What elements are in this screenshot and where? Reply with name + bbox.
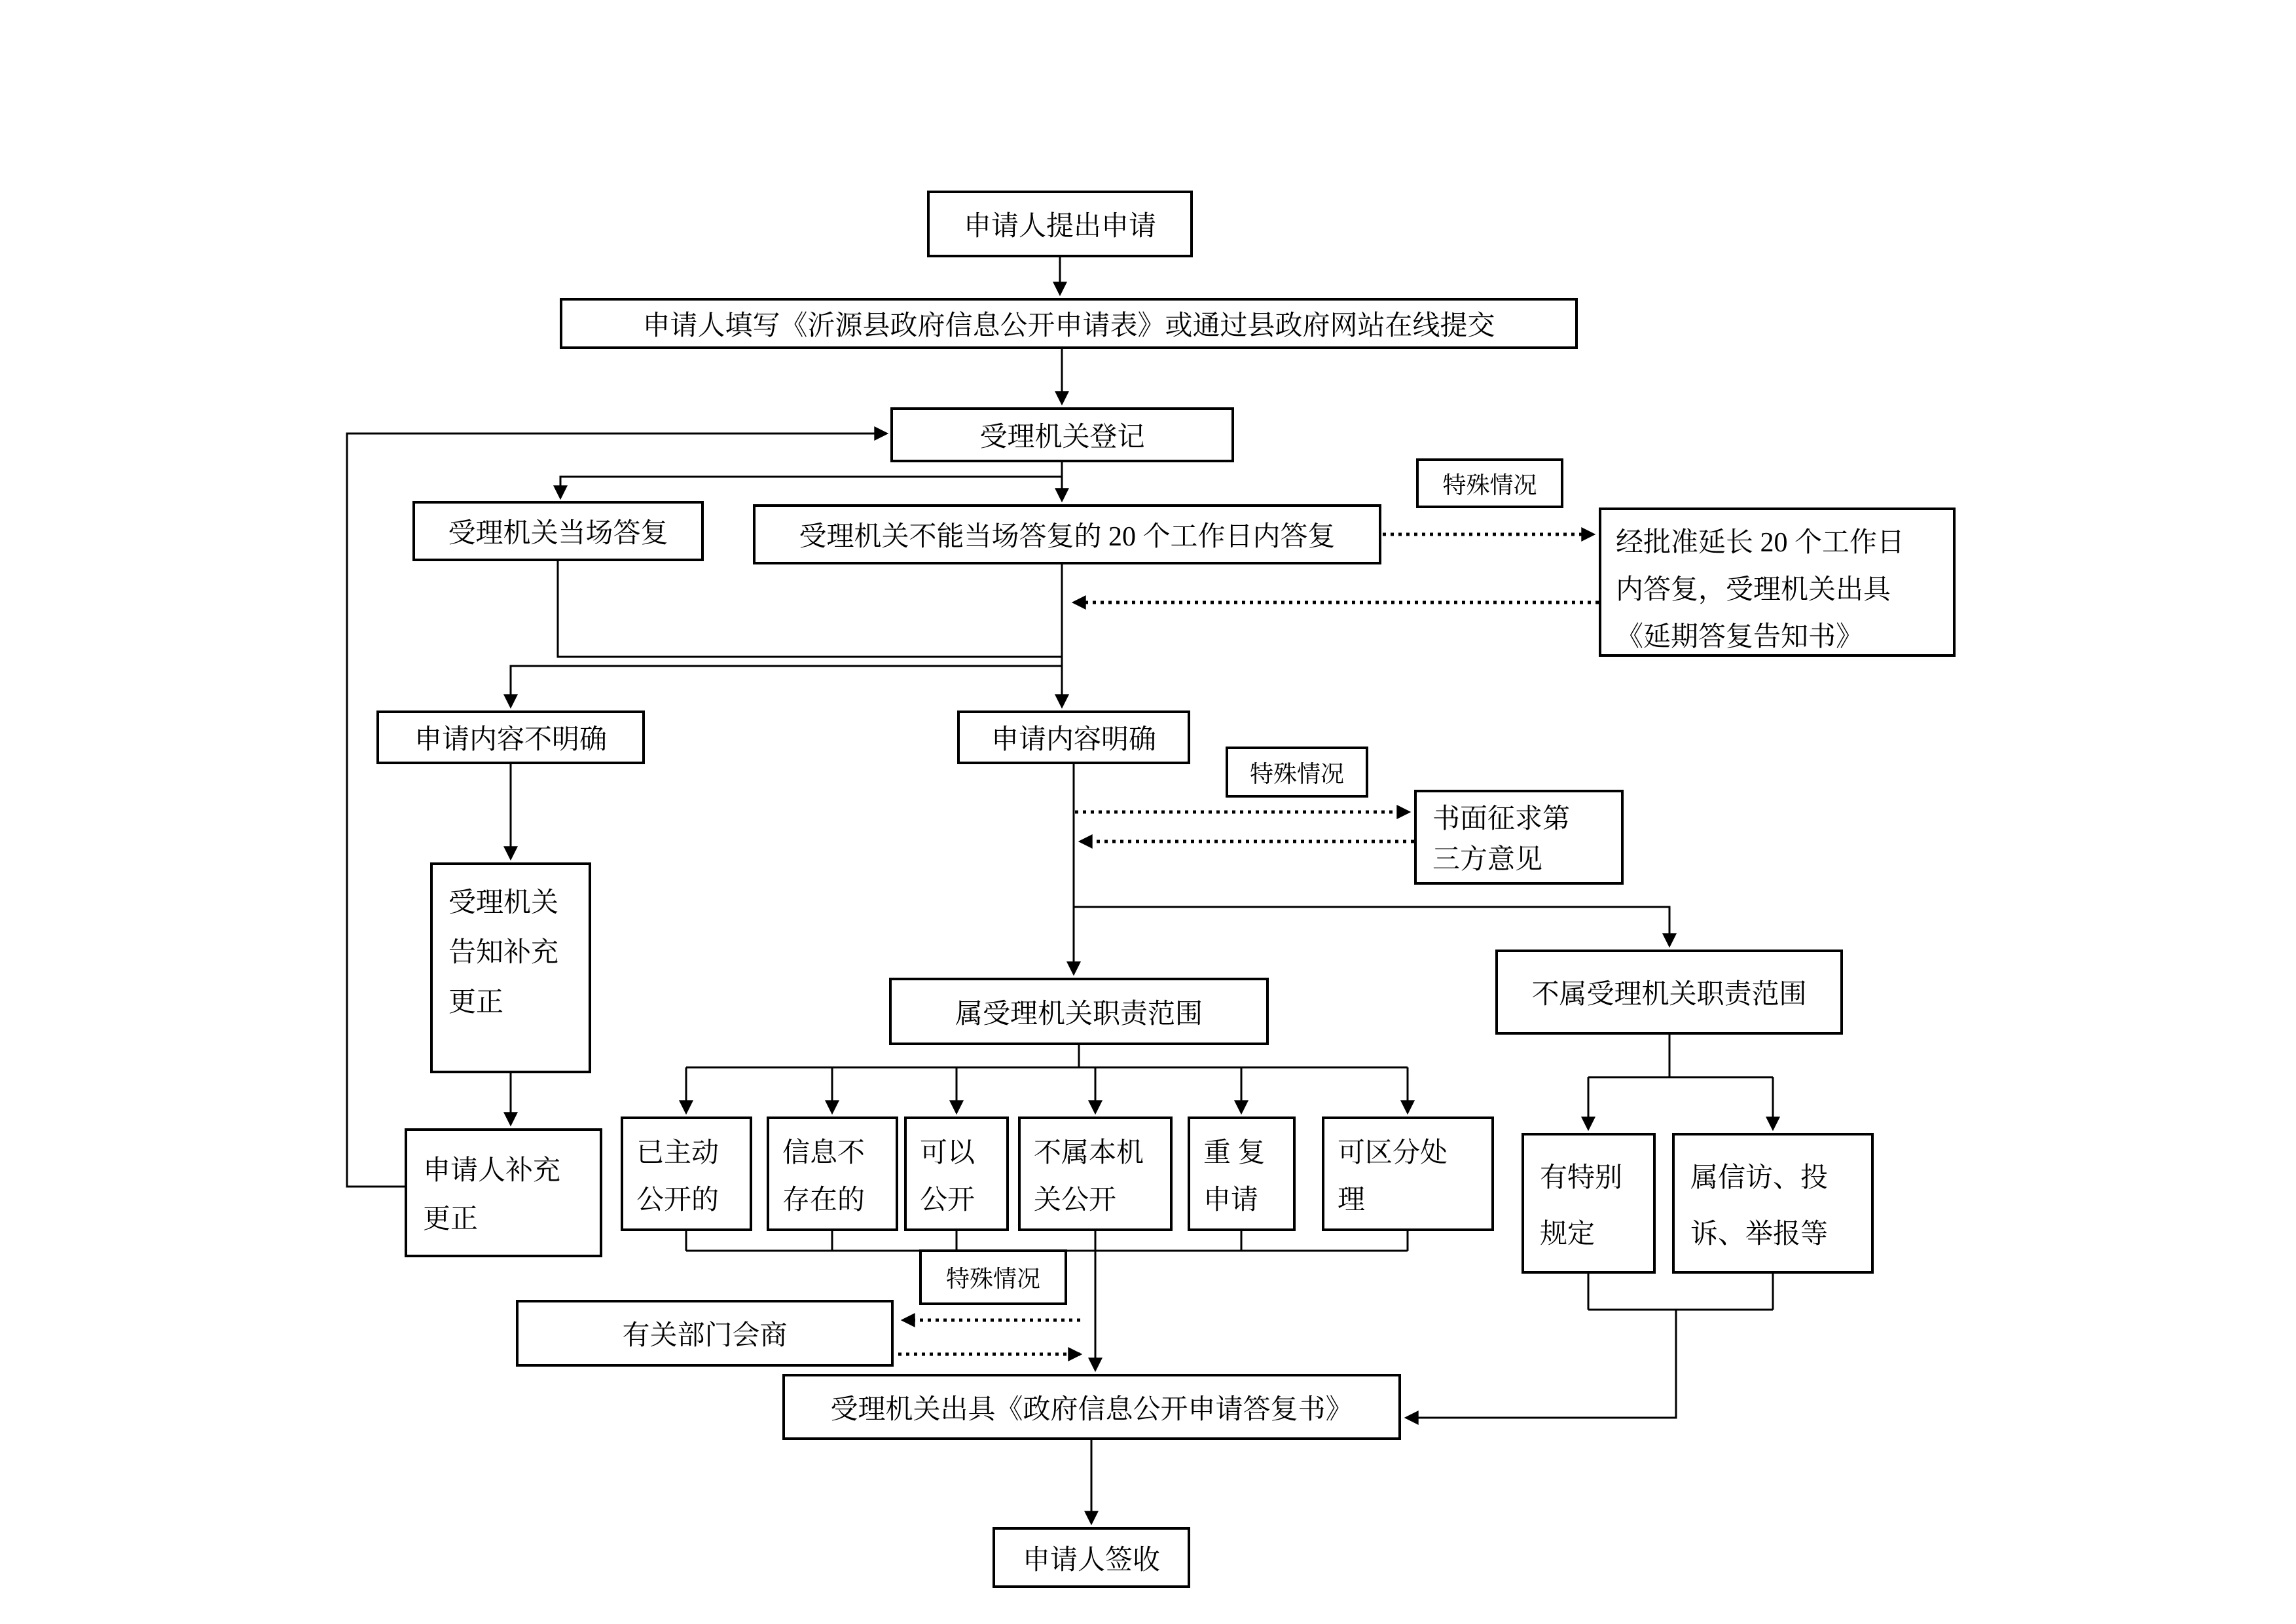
node-applicant-supplement-line1: 申请人补充 [423, 1156, 561, 1186]
node-petition-complaint [1672, 1133, 1874, 1274]
node-third-party-opinion [1414, 790, 1624, 885]
node-special-case-3 [919, 1249, 1067, 1305]
node-repeat-apply-line2: 申请 [1203, 1185, 1259, 1215]
node-reply-within-20days-label: 受理机关不能当场答复的 20 个工作日内答复 [799, 522, 1336, 552]
node-fill-application-form [560, 298, 1578, 349]
node-out-of-scope-label: 不属受理机关职责范围 [1531, 980, 1807, 1010]
node-third-party-opinion-line2: 三方意见 [1432, 845, 1543, 875]
node-notify-supplement-line3: 更正 [448, 987, 504, 1018]
node-other-org-public [1018, 1116, 1173, 1231]
node-content-clear-label: 申请内容明确 [991, 725, 1156, 755]
node-petition-complaint-line2: 诉、举报等 [1690, 1219, 1829, 1249]
node-in-scope [889, 978, 1269, 1045]
node-applicant-supplement-line2: 更正 [423, 1204, 479, 1234]
node-sign-receive-label: 申请人签收 [1022, 1545, 1160, 1576]
node-dept-consult-label: 有关部门会商 [622, 1321, 788, 1351]
node-already-public-line2: 公开的 [636, 1185, 720, 1215]
node-special-case-1 [1416, 458, 1563, 508]
node-notify-supplement [430, 862, 591, 1073]
node-special-case-2-label: 特殊情况 [1249, 760, 1344, 787]
node-other-org-public-line1: 不属本机 [1034, 1138, 1144, 1168]
node-content-unclear [376, 710, 645, 764]
node-can-public-line2: 公开 [920, 1185, 975, 1215]
node-petition-complaint-line1: 属信访、投 [1690, 1163, 1829, 1193]
node-extend-20days-line3: 《延期答复告知书》 [1616, 622, 1864, 652]
node-register [890, 407, 1234, 462]
node-other-org-public-line2: 关公开 [1034, 1185, 1117, 1215]
node-reply-within-20days [753, 504, 1381, 564]
node-special-case-3-label: 特殊情况 [945, 1266, 1040, 1292]
node-repeat-apply-line1: 重 复 [1203, 1138, 1266, 1168]
node-fill-application-form-label: 申请人填写《沂源县政府信息公开申请表》或通过县政府网站在线提交 [642, 311, 1495, 341]
node-notify-supplement-line1: 受理机关 [448, 888, 559, 918]
node-issue-reply-label: 受理机关出具《政府信息公开申请答复书》 [830, 1394, 1353, 1425]
node-out-of-scope [1495, 950, 1843, 1035]
node-can-public [904, 1116, 1009, 1231]
node-separable-handling-line1: 可区分处 [1338, 1138, 1448, 1168]
arrow-clear-to-out-of-scope [1074, 907, 1669, 946]
node-onsite-reply-label: 受理机关当场答复 [448, 519, 668, 549]
node-register-label: 受理机关登记 [979, 422, 1145, 452]
node-info-not-exist-line1: 信息不 [782, 1138, 866, 1168]
node-propose-application-label: 申请人提出申请 [963, 212, 1156, 242]
node-sign-receive [993, 1527, 1190, 1588]
node-already-public [621, 1116, 752, 1231]
node-info-not-exist-line2: 存在的 [782, 1185, 866, 1215]
node-extend-20days-line2: 内答复，受理机关出具 [1616, 575, 1891, 605]
node-special-rules [1522, 1133, 1656, 1274]
arrow-center-to-content-unclear [511, 666, 1062, 707]
arrow-right-branch-to-issue-reply [1406, 1310, 1676, 1418]
node-content-clear [957, 710, 1190, 764]
node-special-rules-line1: 有特别 [1540, 1163, 1623, 1193]
arrow-register-to-onsite-reply [560, 477, 1062, 498]
node-can-public-line1: 可以 [920, 1138, 975, 1168]
node-notify-supplement-line2: 告知补充 [448, 938, 559, 968]
node-propose-application [927, 191, 1193, 257]
node-content-unclear-label: 申请内容不明确 [414, 725, 607, 755]
node-issue-reply [782, 1374, 1401, 1440]
node-repeat-apply [1188, 1116, 1296, 1231]
node-extend-20days [1599, 507, 1956, 657]
node-info-not-exist [767, 1116, 898, 1231]
node-separable-handling-line2: 理 [1338, 1185, 1366, 1215]
node-dept-consult [516, 1300, 894, 1367]
node-extend-20days-line1: 经批准延长 20 个工作日 [1616, 528, 1905, 558]
node-already-public-line1: 已主动 [636, 1138, 720, 1168]
node-applicant-supplement [405, 1128, 602, 1257]
node-third-party-opinion-line1: 书面征求第 [1432, 804, 1571, 834]
line-onsite-reply-merge [558, 561, 1062, 657]
node-in-scope-label: 属受理机关职责范围 [955, 999, 1203, 1029]
node-special-rules-line2: 规定 [1540, 1219, 1595, 1249]
node-special-case-1-label: 特殊情况 [1442, 471, 1537, 498]
node-special-case-2 [1226, 747, 1368, 798]
node-separable-handling [1322, 1116, 1494, 1231]
node-onsite-reply [412, 501, 704, 561]
